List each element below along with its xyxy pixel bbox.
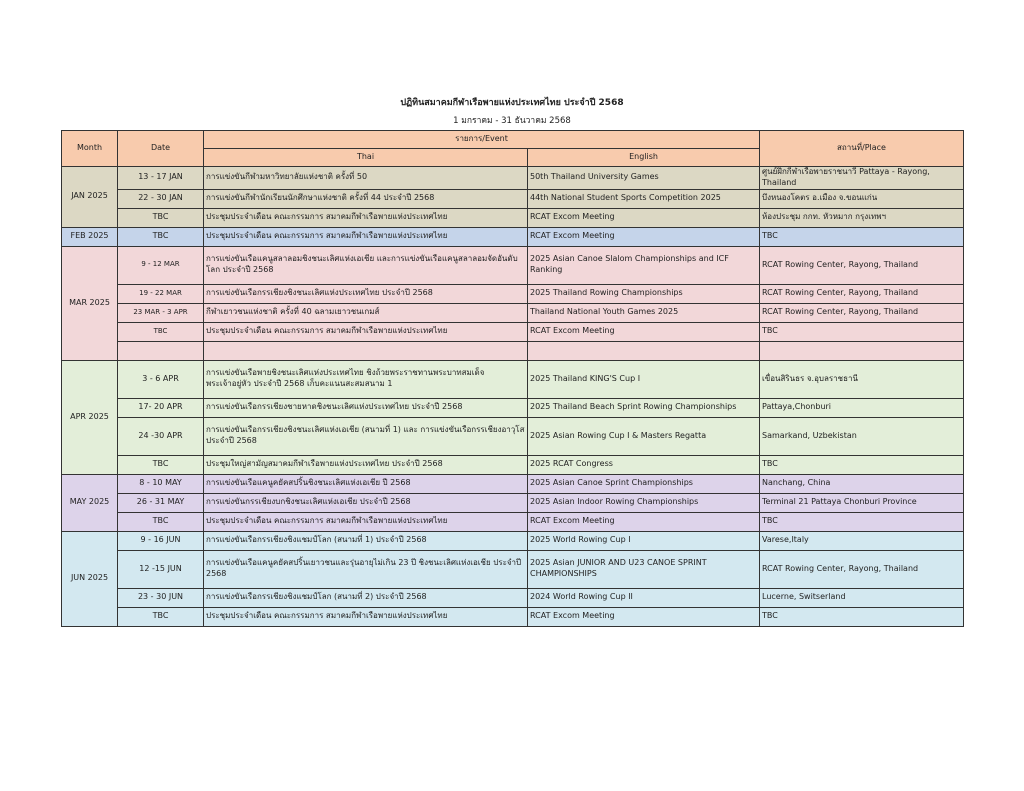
date-cell: TBC: [118, 322, 204, 341]
thai-cell: การแข่งขันเรือกรรเชียงชิงแชมป์โลก (สนามที่ 2) ประจำปี 2568: [204, 588, 528, 607]
english-cell: 2025 Thailand KING'S Cup I: [528, 360, 760, 398]
table-row: [62, 607, 964, 626]
date-cell: 3 - 6 APR: [118, 360, 204, 398]
date-cell: 24 -30 APR: [118, 417, 204, 455]
english-cell: RCAT Excom Meeting: [528, 227, 760, 246]
place-cell: RCAT Rowing Center, Rayong, Thailand: [760, 550, 964, 588]
date-cell: TBC: [118, 455, 204, 474]
date-cell: TBC: [118, 227, 204, 246]
table-row: [62, 417, 964, 455]
place-cell: Varese,Italy: [760, 531, 964, 550]
english-cell: 2025 Asian Canoe Slalom Championships and ICF Ranking: [528, 246, 760, 284]
place-cell: Nanchang, China: [760, 474, 964, 493]
english-cell: 2025 Asian JUNIOR AND U23 CANOE SPRINT CHAMPIONSHIPS: [528, 550, 760, 588]
thai-cell: ประชุมใหญ่สามัญสมาคมกีฬาเรือพายแห่งประเทศไทย ประจำปี 2568: [204, 455, 528, 474]
place-cell: ห้องประชุม กกท. หัวหมาก กรุงเทพฯ: [760, 208, 964, 227]
english-cell: RCAT Excom Meeting: [528, 208, 760, 227]
thai-cell: การแข่งขันเรือกรรเชียงชิงชนะเลิศแห่งประเทศไทย ประจำปี 2568: [204, 284, 528, 303]
english-cell: 2025 World Rowing Cup I: [528, 531, 760, 550]
date-cell: 17- 20 APR: [118, 398, 204, 417]
english-cell: 2025 Asian Canoe Sprint Championships: [528, 474, 760, 493]
english-cell: 2024 World Rowing Cup II: [528, 588, 760, 607]
place-cell: ศูนย์ฝึกกีฬาเรือพายราชนาวี Pattaya - Rayong, Thailand: [760, 167, 964, 190]
english-cell: 50th Thailand University Games: [528, 167, 760, 190]
place-cell: RCAT Rowing Center, Rayong, Thailand: [760, 284, 964, 303]
date-cell: 26 - 31 MAY: [118, 493, 204, 512]
place-cell: [760, 341, 964, 360]
table-row: [62, 246, 964, 284]
english-cell: RCAT Excom Meeting: [528, 322, 760, 341]
month-mar: MAR 2025: [62, 246, 118, 360]
header-event: รายการ/Event: [204, 131, 760, 149]
date-cell: [118, 341, 204, 360]
english-cell: 2025 Thailand Beach Sprint Rowing Championships: [528, 398, 760, 417]
table-row: [62, 493, 964, 512]
thai-cell: การแข่งขันเรือกรรเชียงชิงแชมป์โลก (สนามที่ 1) ประจำปี 2568: [204, 531, 528, 550]
place-cell: เขื่อนสิรินธร จ.อุบลราชธานี: [760, 360, 964, 398]
table-row: [62, 512, 964, 531]
english-cell: [528, 341, 760, 360]
header-english: English: [528, 149, 760, 167]
table-row: [62, 360, 964, 398]
english-cell: RCAT Excom Meeting: [528, 512, 760, 531]
date-cell: 22 - 30 JAN: [118, 189, 204, 208]
place-cell: TBC: [760, 227, 964, 246]
thai-cell: การแข่งขันเรือกรรเชียงชิงชนะเลิศแห่งเอเชีย (สนามที่ 1) และ การแข่งขันเรือกรรเชียงอาวุโส ประจำปี 2568: [204, 417, 528, 455]
header-month: Month: [62, 131, 118, 167]
calendar-table: [61, 130, 964, 627]
table-row: [62, 303, 964, 322]
header-place: สถานที่/Place: [760, 131, 964, 167]
english-cell: RCAT Excom Meeting: [528, 607, 760, 626]
english-cell: Thailand National Youth Games 2025: [528, 303, 760, 322]
date-cell: TBC: [118, 208, 204, 227]
thai-cell: กีฬาเยาวชนแห่งชาติ ครั้งที่ 40 ฉลามเยาวชนเกมส์: [204, 303, 528, 322]
place-cell: RCAT Rowing Center, Rayong, Thailand: [760, 246, 964, 284]
page-title: ปฏิทินสมาคมกีฬาเรือพายแห่งประเทศไทย ประจำปี 2568: [400, 98, 624, 108]
english-cell: 2025 Thailand Rowing Championships: [528, 284, 760, 303]
thai-cell: การแข่งขันกีฬามหาวิทยาลัยแห่งชาติ ครั้งที่ 50: [204, 167, 528, 190]
date-cell: 9 - 12 MAR: [118, 246, 204, 284]
date-cell: 13 - 17 JAN: [118, 167, 204, 190]
table-row: [62, 322, 964, 341]
thai-cell: การแข่งขันเรือแคนูคยัคสปริ้นเยาวชนและรุ่นอายุไม่เกิน 23 ปี ชิงชนะเลิศแห่งเอเชีย ประจำปี 2568: [204, 550, 528, 588]
table-row: [62, 227, 964, 246]
date-cell: 23 - 30 JUN: [118, 588, 204, 607]
table-row: [62, 474, 964, 493]
date-cell: TBC: [118, 512, 204, 531]
place-cell: Terminal 21 Pattaya Chonburi Province: [760, 493, 964, 512]
date-cell: TBC: [118, 607, 204, 626]
month-feb: FEB 2025: [62, 227, 118, 246]
english-cell: 44th National Student Sports Competition 2025: [528, 189, 760, 208]
table-row: [62, 189, 964, 208]
thai-cell: ประชุมประจำเดือน คณะกรรมการ สมาคมกีฬาเรือพายแห่งประเทศไทย: [204, 227, 528, 246]
header-date: Date: [118, 131, 204, 167]
table-row: [62, 550, 964, 588]
table-row: [62, 341, 964, 360]
thai-cell: การแข่งขันเรือแคนูสลาลอมชิงชนะเลิศแห่งเอเชีย และการแข่งขันเรือแคนูสลาลอมจัดอันดับโลก ประจำปี 2568: [204, 246, 528, 284]
english-cell: 2025 Asian Indoor Rowing Championships: [528, 493, 760, 512]
table-row: [62, 167, 964, 190]
date-cell: 19 - 22 MAR: [118, 284, 204, 303]
date-cell: 23 MAR - 3 APR: [118, 303, 204, 322]
place-cell: Pattaya,Chonburi: [760, 398, 964, 417]
thai-cell: การแข่งขันกีฬานักเรียนนักศึกษาแห่งชาติ ครั้งที่ 44 ประจำปี 2568: [204, 189, 528, 208]
month-jan: JAN 2025: [62, 167, 118, 228]
header-thai: Thai: [204, 149, 528, 167]
thai-cell: [204, 341, 528, 360]
place-cell: TBC: [760, 512, 964, 531]
thai-cell: การแข่งขันเรือแคนูคยัคสปริ้นชิงชนะเลิศแห่งเอเชีย ปี 2568: [204, 474, 528, 493]
month-may: MAY 2025: [62, 474, 118, 531]
table-row: [62, 455, 964, 474]
place-cell: RCAT Rowing Center, Rayong, Thailand: [760, 303, 964, 322]
place-cell: Samarkand, Uzbekistan: [760, 417, 964, 455]
english-cell: 2025 RCAT Congress: [528, 455, 760, 474]
date-cell: 9 - 16 JUN: [118, 531, 204, 550]
page-subtitle: 1 มกราคม - 31 ธันวาคม 2568: [453, 116, 571, 126]
thai-cell: ประชุมประจำเดือน คณะกรรมการ สมาคมกีฬาเรือพายแห่งประเทศไทย: [204, 512, 528, 531]
table-row: [62, 531, 964, 550]
place-cell: TBC: [760, 322, 964, 341]
table-row: [62, 398, 964, 417]
month-jun: JUN 2025: [62, 531, 118, 626]
place-cell: บึงหนองโคตร อ.เมือง จ.ขอนแก่น: [760, 189, 964, 208]
thai-cell: ประชุมประจำเดือน คณะกรรมการ สมาคมกีฬาเรือพายแห่งประเทศไทย: [204, 208, 528, 227]
thai-cell: การแข่งขันเรือพายชิงชนะเลิศแห่งประเทศไทย ชิงถ้วยพระราชทานพระบาทสมเด็จพระเจ้าอยู่หัว ประจำปี 2568 เก็บคะแนนสะสมสนาม 1: [204, 360, 528, 398]
thai-cell: ประชุมประจำเดือน คณะกรรมการ สมาคมกีฬาเรือพายแห่งประเทศไทย: [204, 607, 528, 626]
table-row: [62, 208, 964, 227]
place-cell: TBC: [760, 607, 964, 626]
place-cell: TBC: [760, 455, 964, 474]
table-row: [62, 588, 964, 607]
english-cell: 2025 Asian Rowing Cup I & Masters Regatta: [528, 417, 760, 455]
thai-cell: ประชุมประจำเดือน คณะกรรมการ สมาคมกีฬาเรือพายแห่งประเทศไทย: [204, 322, 528, 341]
thai-cell: การแข่งขันเรือกรรเชียงชายหาดชิงชนะเลิศแห่งประเทศไทย ประจำปี 2568: [204, 398, 528, 417]
thai-cell: การแข่งขันกรรเชียงบกชิงชนะเลิศแห่งเอเชีย ประจำปี 2568: [204, 493, 528, 512]
table-row: [62, 284, 964, 303]
date-cell: 12 -15 JUN: [118, 550, 204, 588]
month-apr: APR 2025: [62, 360, 118, 474]
place-cell: Lucerne, Switserland: [760, 588, 964, 607]
date-cell: 8 - 10 MAY: [118, 474, 204, 493]
